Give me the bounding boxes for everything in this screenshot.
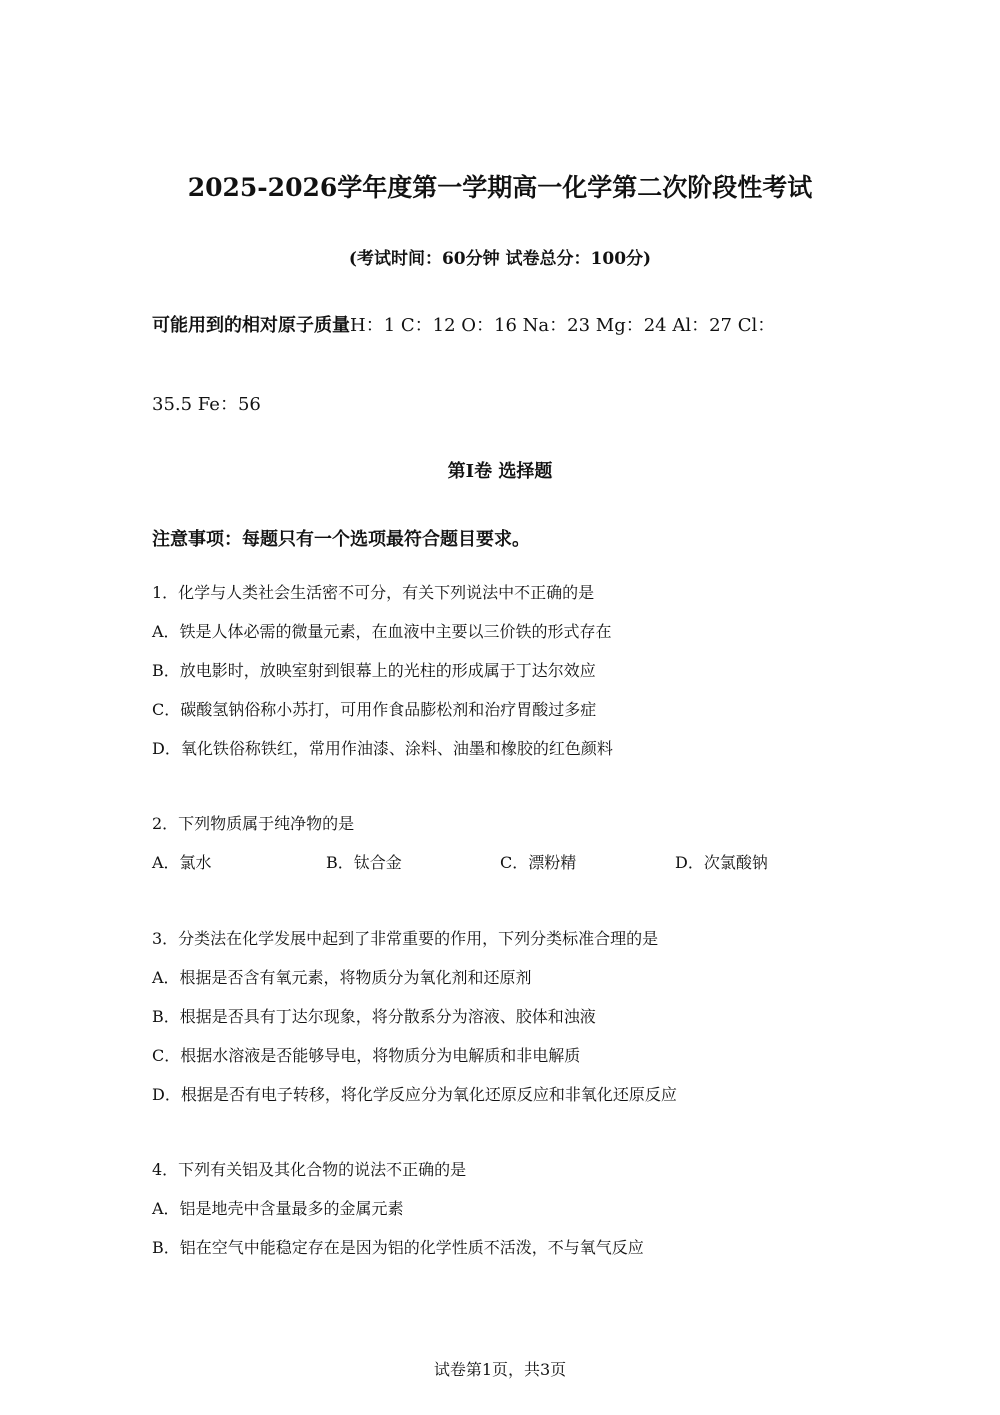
question-2-stem: 2．下列物质属于纯净物的是 bbox=[152, 814, 355, 833]
question-2-option-c: C．漂粉精 bbox=[500, 853, 577, 872]
exam-subtitle: (考试时间：60分钟 试卷总分：100分) bbox=[348, 249, 652, 269]
question-4-stem: 4．下列有关铝及其化合物的说法不正确的是 bbox=[152, 1160, 467, 1179]
question-1-option-c: C．碳酸氢钠俗称小苏打，可用作食品膨松剂和治疗胃酸过多症 bbox=[152, 700, 597, 719]
atomic-masses-values: H：1 C：12 O：16 Na：23 Mg：24 Al：27 Cl： bbox=[350, 315, 776, 336]
question-4-option-a: A．铝是地壳中含量最多的金属元素 bbox=[152, 1199, 404, 1218]
question-3-stem: 3．分类法在化学发展中起到了非常重要的作用，下列分类标准合理的是 bbox=[152, 929, 659, 948]
question-4-option-b: B．铝在空气中能稳定存在是因为铝的化学性质不活泼，不与氧气反应 bbox=[152, 1238, 644, 1257]
question-1-stem: 1．化学与人类社会生活密不可分，有关下列说法中不正确的是 bbox=[152, 583, 595, 602]
section-title: 第Ⅰ卷 选择题 bbox=[447, 461, 553, 482]
question-2-option-b: B．钛合金 bbox=[326, 853, 402, 872]
question-3-option-a: A．根据是否含有氧元素，将物质分为氧化剂和还原剂 bbox=[152, 968, 532, 987]
atomic-masses-continued: 35.5 Fe：56 bbox=[152, 394, 261, 415]
question-1-option-d: D．氧化铁俗称铁红，常用作油漆、涂料、油墨和橡胶的红色颜料 bbox=[152, 739, 613, 758]
atomic-masses-label: 可能用到的相对原子质量 bbox=[152, 315, 350, 336]
question-2-option-a: A．氯水 bbox=[152, 853, 212, 872]
question-3-option-b: B．根据是否具有丁达尔现象，将分散系分为溶液、胶体和浊液 bbox=[152, 1007, 596, 1026]
exam-title: 2025-2026学年度第一学期高一化学第二次阶段性考试 bbox=[187, 173, 813, 202]
question-1-option-b: B．放电影时，放映室射到银幕上的光柱的形成属于丁达尔效应 bbox=[152, 661, 596, 680]
page-footer: 试卷第1页，共3页 bbox=[433, 1360, 567, 1379]
section-notice: 注意事项：每题只有一个选项最符合题目要求。 bbox=[152, 529, 530, 550]
atomic-masses bbox=[152, 311, 775, 337]
question-3-option-d: D．根据是否有电子转移，将化学反应分为氧化还原反应和非氧化还原反应 bbox=[152, 1085, 677, 1104]
question-2-option-d: D．次氯酸钠 bbox=[675, 853, 768, 872]
question-1-option-a: A．铁是人体必需的微量元素，在血液中主要以三价铁的形式存在 bbox=[152, 622, 612, 641]
question-3-option-c: C．根据水溶液是否能够导电，将物质分为电解质和非电解质 bbox=[152, 1046, 581, 1065]
